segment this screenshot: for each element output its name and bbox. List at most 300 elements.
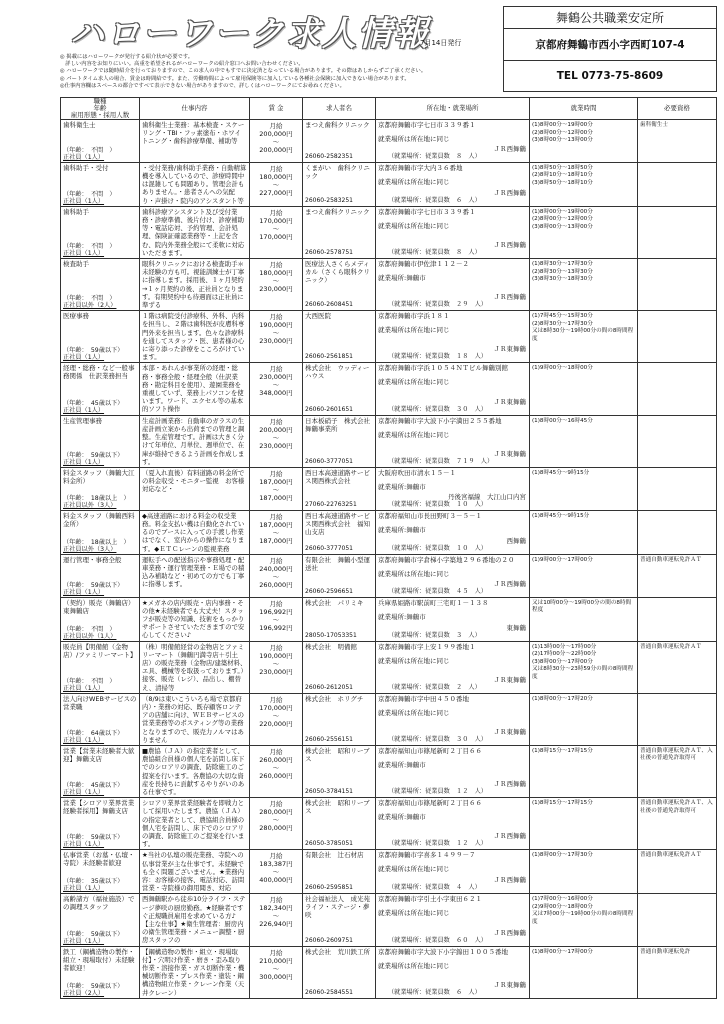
wage-cell [250, 693, 303, 745]
hours-cell [530, 798, 638, 850]
header-hours: 就業時間 [530, 98, 638, 120]
nearest-station: ＪＲ西舞鶴 [493, 928, 526, 937]
job-description: １階は病院受付診療科、外科、内科を担当し、２階は歯科医が皮膚科専門外来を担当します。色々な診療科を通してスタッフ・医、患者様の心に寄り添った診療をこころがけています。 [142, 312, 245, 362]
page-title: ハローワーク求人情報 [70, 14, 430, 54]
occupation-name: 営業【営業未経験者大歓迎】舞鶴支店 [63, 746, 135, 763]
employment-type: 正社員（1人） [63, 354, 105, 362]
employer-name: 西日本高速道路サービス関西株式会社 福知山支店 [305, 511, 370, 536]
table-row [61, 745, 717, 797]
qualification-cell [638, 120, 717, 163]
workplace: 就業場所:舞鶴市 [378, 482, 426, 491]
description-cell [140, 259, 250, 311]
description-cell [140, 641, 250, 693]
employer-cell [303, 467, 376, 510]
header-description: 仕事内容 [140, 98, 250, 120]
employer-name: 大西医院 [305, 312, 331, 321]
wage-cell [250, 641, 303, 693]
location-cell [376, 363, 530, 415]
wage-type: 月給 [269, 747, 283, 756]
employer-cell [303, 597, 376, 641]
hours-cell [530, 120, 638, 163]
required-qualification: 普通自動車運転免許 [640, 948, 691, 955]
employer-number: 26060-2601651 [305, 405, 353, 413]
working-hours: (1)7時00分～16時00分 (2)9時00分～18時00分 又は7時00分～19時00分の間の8時間程度 [532, 896, 634, 925]
wage-type: 月給 [269, 417, 283, 426]
wage-cell [250, 311, 303, 363]
qualification-cell [638, 259, 717, 311]
job-description: 歯科衛生士業務：基本検査・スケーリング・TBI・フッ素塗布・ホワイトニング・歯科診療準備、補助等 [142, 121, 245, 146]
workplace: 就業場所:舞鶴市 [378, 813, 426, 822]
occupation-name: 検査助手 [63, 260, 89, 269]
description-cell [140, 894, 250, 946]
hours-cell [530, 415, 638, 467]
occupation-cell [61, 259, 140, 311]
workplace: 就業場所は所在地に同じ [378, 177, 450, 186]
nearest-station: 東舞鶴 [506, 623, 526, 632]
age-requirement: （年齢： 18歳以上 ） [63, 538, 130, 546]
occupation-name: 医療事務 [63, 312, 89, 321]
wage-type: 月給 [269, 261, 283, 270]
required-qualification [638, 259, 716, 261]
table-row [61, 946, 717, 998]
occupation-cell [61, 597, 140, 641]
nearest-station: ＪＲ西舞鶴 [493, 188, 526, 197]
wage-separator: 〜 [272, 615, 280, 624]
employee-count: （就業場所：従業員数 ７１９ 人） [388, 457, 494, 465]
employer-cell [303, 641, 376, 693]
notice-line: ◎ パートタイム求人の場合、賃金は時間給です。また、労働時間によって雇用保険等に加入している各種社会保険に加入できない場合があります。 [60, 75, 410, 82]
wage-type: 月給 [269, 556, 283, 565]
wage-min: 180,000円 [259, 269, 293, 278]
employee-count: （就業場所：従業員数 １０ 人） [388, 500, 487, 508]
wage-min: 200,000円 [259, 425, 293, 434]
employer-name: 西日本高速道路サービス関西株式会社 [305, 468, 370, 485]
employment-type: 正社員以外（1人） [63, 632, 117, 640]
employer-number: 26060-2612051 [305, 683, 353, 691]
nearest-station: 西舞鶴 [506, 536, 526, 545]
occupation-name: 仏事営業（お墓・仏壇・寺院）未経験者歓迎 [63, 851, 135, 868]
employment-type: 正社員（1人） [63, 458, 105, 466]
working-hours: (1)8時00分～17時30分 [532, 852, 593, 859]
job-description: （夏入れ直後）有料道路の料金所での料金収受・モニター監視 お客様対応など・ [142, 468, 245, 494]
employment-type: 正社員（2人） [63, 989, 105, 997]
wage-min: 260,000円 [259, 755, 293, 764]
wage-cell [250, 162, 303, 206]
job-description: 西舞鶴駅から徒歩10分ライフ・ステージ夢咲の厨房勤務。★経験者ですぐ正規職員雇用を求めている方♪【主な仕事】★衛生管理者：厨房内の衛生管理業務・メニュー調整・厨房スタッフの [142, 895, 246, 945]
wage-type: 月給 [269, 948, 283, 957]
employer-number: 26060-2561851 [305, 353, 353, 361]
working-hours: (1)8時30分～17時30分 (2)8時30分～13時30分 (3)8時30分～18時30分 [532, 261, 593, 283]
wage-min: 190,000円 [259, 651, 293, 660]
location-cell [376, 206, 530, 258]
working-hours: (1)8時45分～9時15分 [532, 512, 590, 519]
notice-line: ◎仕事内容欄はスペースの都合ですべて表示できない場合がありますので、詳しくはハローワークにてお尋ねください。 [60, 82, 345, 89]
employer-address: 京都府舞鶴市字七日市３３９番１ [378, 207, 476, 216]
wage-max: 348,000円 [259, 389, 293, 398]
wage-max: 230,000円 [259, 667, 293, 676]
job-description: ・受付業務/歯科助手業務・自動精算機を導入しているので、診療時間中は混雑しても問題あり。管理会計もありません。・患者さんへの気配り・声掛け・院内のアシスタント等 [142, 163, 247, 205]
employer-number: 26060-2578751 [305, 249, 353, 257]
wage-cell [250, 597, 303, 641]
hours-cell [530, 467, 638, 510]
age-requirement: （年齢： 不問 ） [63, 295, 116, 303]
header-employer: 求人者名 [303, 98, 376, 120]
table-row [61, 415, 717, 467]
age-requirement: （年齢： 不問 ） [63, 677, 116, 685]
workplace: 就業場所は所在地に同じ [378, 326, 450, 335]
office-info-box [503, 6, 717, 92]
nearest-station: 丹後宮福線 大江山口内宮 [448, 492, 526, 501]
employment-type: 正社員（1人） [63, 789, 105, 797]
employer-number: 26060-3777051 [305, 457, 353, 465]
employment-type: 正社員（1人） [63, 153, 105, 161]
employee-count: （就業場所：従業員数 ２９ 人） [388, 301, 487, 309]
wage-max: 170,000円 [259, 232, 293, 241]
occupation-cell [61, 467, 140, 510]
employer-address: 京都府舞鶴市字浜１８１ [378, 312, 450, 321]
table-row [61, 798, 717, 850]
employer-cell [303, 798, 376, 850]
employee-count: （就業場所：従業員数 ６ 人） [388, 988, 481, 996]
wage-cell [250, 798, 303, 850]
workplace: 就業場所:舞鶴市 [378, 274, 426, 283]
office-address: 京都府舞鶴市西小字西町107-4 [504, 29, 716, 61]
hours-cell [530, 510, 638, 554]
hours-cell [530, 894, 638, 946]
required-qualification: 普通自動車運転免許ＡＴ [640, 852, 702, 859]
header-wage: 賃 金 [250, 98, 303, 120]
wage-type: 月給 [269, 469, 283, 478]
notice-list [60, 54, 500, 90]
workplace: 就業場所は所在地に同じ [378, 708, 450, 717]
nearest-station: ＪＲ西舞鶴 [493, 241, 526, 250]
employer-address: 京都府舞鶴市伊佐津１１２－２ [378, 260, 469, 269]
hours-cell [530, 745, 638, 797]
employee-count: （就業場所：従業員数 １８ 人） [388, 353, 487, 361]
description-cell [140, 597, 250, 641]
hours-cell [530, 850, 638, 894]
working-hours: (1)9時00分～17時00分 [532, 556, 593, 563]
employer-name: 株式会社 荒川鉄工所 [305, 947, 370, 956]
table-row [61, 894, 717, 946]
wage-max: 260,000円 [259, 771, 293, 780]
nearest-station: ＪＲ西舞鶴 [493, 144, 526, 153]
wage-type: 月給 [269, 122, 283, 130]
working-hours: (1)8時45分～9時15分 [532, 469, 590, 476]
occupation-name: 営業【シロアリ業界営業経験者採用】舞鶴支店 [63, 799, 135, 816]
employer-cell [303, 693, 376, 745]
employee-count: （就業場所：従業員数 １０ 人） [388, 544, 487, 552]
working-hours: (1)8時00分～16時45分 [532, 417, 593, 424]
age-requirement: （年齢： 59歳以下） [63, 581, 124, 589]
wage-separator: 〜 [272, 964, 280, 973]
age-requirement: （年齢： 59歳以下） [63, 982, 124, 990]
job-description: 生産計画業務：自動車のガラスの生産計画立案から出荷までの管理と調整。生産管理です。計画は大きく分けて年単位、月単位、週単位で、在庫が維持できるよう計画を作成します。 [142, 416, 245, 466]
occupation-name: 料金スタッフ（舞鶴大江料金所） [63, 468, 135, 485]
employer-name: 株式会社 ウッディーハウス [305, 364, 370, 381]
employee-count: （就業場所：従業員数 ４ 人） [388, 884, 481, 892]
required-qualification [638, 894, 716, 896]
age-requirement: （年齢： 59歳以下） [63, 930, 124, 938]
nearest-station: ＪＲ西舞鶴 [493, 293, 526, 302]
qualification-cell [638, 641, 717, 693]
employer-cell [303, 554, 376, 597]
table-row [61, 510, 717, 554]
table-header-row [61, 98, 717, 120]
wage-cell [250, 510, 303, 554]
employer-name: 医療法人さくらメディカル（さくら眼科クリニック） [305, 260, 370, 285]
location-cell [376, 120, 530, 163]
wage-cell [250, 554, 303, 597]
location-cell [376, 510, 530, 554]
job-description: 【鋼構造物の製作・組立・現場取付】・穴明け作業・磨き・歪み取り作業・溶接作業・ガス切断作業・機械切断作業・プレス作業・塗装・鋼構造物組立作業・クレーン作業（天井クレーン） [142, 947, 245, 997]
qualification-cell [638, 894, 717, 946]
required-qualification: 歯科衛生士 [640, 122, 668, 128]
required-qualification [638, 598, 716, 600]
employer-address: 京都府舞鶴市字引土小字東田６２１ [378, 895, 482, 904]
employee-count: （就業場所：従業員数 ２ 人） [388, 683, 481, 691]
office-name: 舞鶴公共職業安定所 [504, 7, 716, 29]
employer-address: 京都府舞鶴市字大波下小字満田２５５番地 [378, 416, 502, 425]
job-description: 眼科クリニックにおける検査助手＊未経験の方も可。視能訓練士が丁寧に指導します。採用後、１ヶ月契約→１ヶ月契約の後、正社員となります。有期契約中も待遇面は正社員に準ずる [142, 260, 245, 310]
wage-max: 226,940円 [259, 920, 293, 929]
employee-count: （就業場所：従業員数 ６０ 人） [388, 936, 487, 944]
employer-number: 26060-2595851 [305, 884, 353, 892]
employer-address: 京都府舞鶴市字大内３６番地 [378, 163, 463, 172]
employer-number: 28050-17053351 [305, 631, 357, 639]
issue-date: 7月14日発行 [420, 39, 462, 47]
wage-type: 月給 [269, 512, 283, 521]
job-description: （株）明備館経営の金物店とファミリーマート（舞鶴円満寺店＋引土店）の販売業務（金物店/建築材料、エ具、機械等を取扱っております。）接客、販売（レジ）、品出し、棚替え、清掃等 [142, 642, 247, 692]
workplace: 就業場所は所在地に同じ [378, 221, 450, 230]
table-row [61, 554, 717, 597]
wage-type: 月給 [269, 695, 283, 704]
wage-separator: 〜 [272, 816, 280, 825]
description-cell [140, 850, 250, 894]
job-description: 運転手への配送指示や事務処理・配車業務・運行管理業務・Ｅ場での積込み補助など・初めての方でも丁寧に指導します。 [142, 555, 245, 589]
wage-separator: 〜 [272, 485, 280, 494]
employment-type: 正社員以外（3人） [63, 501, 117, 509]
employee-count: （就業場所：従業員数 １２ 人） [388, 840, 487, 848]
required-qualification: 普通自動車運転免許ＡＴ [640, 556, 702, 563]
office-tel: TEL 0773-75-8609 [556, 70, 664, 82]
employer-cell [303, 206, 376, 258]
required-qualification [638, 416, 716, 418]
age-requirement: （年齢： 不問 ） [63, 625, 116, 633]
occupation-name: 運行管理・事務全般 [63, 555, 122, 564]
wage-cell [250, 946, 303, 998]
table-row [61, 467, 717, 510]
wage-separator: 〜 [272, 381, 280, 390]
wage-min: 187,000円 [259, 520, 293, 529]
wage-separator: 〜 [272, 659, 280, 668]
occupation-cell [61, 311, 140, 363]
employment-type: 正社員（1人） [63, 588, 105, 596]
employer-name: 有限会社 辻石材店 [305, 851, 364, 860]
occupation-name: 歯科助手 [63, 207, 89, 216]
employer-cell [303, 894, 376, 946]
working-hours: (1)8時00分～17時20分 [532, 695, 593, 702]
required-qualification [638, 511, 716, 513]
qualification-cell [638, 850, 717, 894]
notice-line: 詳しい内容をお知りにいい。高重を希望されるがハローワークの紹介窓口へお問い合わせください。 [60, 61, 304, 68]
employment-type: 正社員（1人） [63, 684, 105, 692]
workplace: 就業場所:舞鶴市 [378, 525, 426, 534]
employment-type: 正社員（1人） [63, 841, 105, 849]
job-description: 本部・あれんが事業所の経理・総務・事務全般・経理全般（仕訳業務・勘定科目を使用）、遊園業務を重視していず、業務上パソコンを使います。ワード、エクセル等の基本的ソフト操作 [142, 364, 244, 414]
description-cell [140, 693, 250, 745]
wage-min: 200,000円 [259, 130, 293, 138]
job-description: シロアリ業界営業経験者を即戦力として採用いたします。農協（ＪＡ）の指定業者として、農協組合員様の個人宅を訪問し、床下でのシロアリの調査、防除施工のご提案を行います。 [142, 799, 245, 849]
wage-max: 260,000円 [259, 580, 293, 589]
employer-cell [303, 510, 376, 554]
description-cell [140, 162, 250, 206]
qualification-cell [638, 206, 717, 258]
employer-address: 京都府舞鶴市字喜多１４９９－７ [378, 851, 476, 860]
nearest-station: ＪＲ東舞鶴 [493, 397, 526, 406]
wage-min: 182,340円 [259, 904, 293, 913]
occupation-cell [61, 693, 140, 745]
employer-cell [303, 415, 376, 467]
employer-number: 26060-2583251 [305, 196, 353, 204]
table-row [61, 206, 717, 258]
occupation-name: 販売員【明備館（金物店）/ファミリーマート】 [63, 642, 137, 659]
wage-separator: 〜 [272, 433, 280, 442]
hours-cell [530, 162, 638, 206]
table-row [61, 120, 717, 163]
occupation-name: 経理・総務・など一般事務関係 仕訳業務担当 [63, 364, 135, 381]
employee-count: （就業場所：従業員数 １２ 人） [388, 788, 487, 796]
employee-count: （就業場所：従業員数 ４５ 人） [388, 587, 487, 595]
job-description: （8/9は東いこういろも場で京都府内）・業務の対応、既存顧客ロンテアの店舗に向け、ＷＥＢサービスの営業業務等のポスティング等の業務となりますので、販売力ノルマはありません [142, 694, 244, 744]
employee-count: （就業場所：従業員数 ３ 人） [388, 631, 481, 639]
age-requirement: （年齢： 59歳以下） [63, 451, 124, 459]
nearest-station: ＪＲ西舞鶴 [493, 579, 526, 588]
wage-max: 220,000円 [259, 719, 293, 728]
hours-cell [530, 206, 638, 258]
employer-address: 大阪府吹田市清水１５－１ [378, 468, 456, 477]
wage-cell [250, 894, 303, 946]
occupation-cell [61, 894, 140, 946]
employer-name: 有限会社 舞鶴小型運送社 [305, 555, 370, 572]
table-row [61, 850, 717, 894]
employer-name: くまがい 歯科クリニック [305, 163, 370, 180]
employee-count: （就業場所：従業員数 ３０ 人） [388, 735, 487, 743]
location-cell [376, 162, 530, 206]
occupation-name: 鉄工（鋼構造物の製作・組立・現場取付）未経験者歓迎！ [63, 947, 135, 972]
location-cell [376, 850, 530, 894]
required-qualification [638, 363, 716, 365]
location-cell [376, 641, 530, 693]
employment-type: 正社員以外（2人） [63, 302, 117, 310]
wage-min: 187,000円 [259, 477, 293, 486]
occupation-name: 歯科衛生士 [63, 121, 96, 129]
description-cell [140, 745, 250, 797]
qualification-cell [638, 415, 717, 467]
employer-name: 株式会社 ホリグチ [305, 694, 364, 703]
wage-cell [250, 415, 303, 467]
description-cell [140, 946, 250, 998]
occupation-cell [61, 510, 140, 554]
employment-type: 正社員（1人） [63, 937, 105, 945]
wage-min: 280,000円 [259, 808, 293, 817]
employer-name: 株式会社 昭和リーブス [305, 799, 370, 816]
wage-type: 月給 [269, 313, 283, 322]
employer-cell [303, 363, 376, 415]
employer-cell [303, 850, 376, 894]
employment-type: 正社員（1人） [63, 197, 105, 205]
employee-count: （就業場所：従業員数 ８ 人） [388, 249, 481, 257]
wage-type: 月給 [269, 365, 283, 374]
wage-max: 230,000円 [259, 337, 293, 346]
workplace: 就業場所は所在地に同じ [378, 656, 450, 665]
age-requirement: （年齢： 35歳以下） [63, 878, 124, 886]
wage-cell [250, 467, 303, 510]
wage-type: 月給 [269, 599, 283, 608]
employment-type: 正社員（1人） [63, 736, 105, 744]
wage-cell [250, 745, 303, 797]
wage-separator: 〜 [272, 329, 280, 338]
workplace: 就業場所は所在地に同じ [378, 865, 450, 874]
location-cell [376, 259, 530, 311]
location-cell [376, 415, 530, 467]
occupation-cell [61, 850, 140, 894]
description-cell [140, 311, 250, 363]
hours-cell [530, 641, 638, 693]
working-hours: (1)9時00分～18時00分 [532, 365, 593, 372]
location-cell [376, 693, 530, 745]
wage-separator: 〜 [272, 277, 280, 286]
occupation-cell [61, 798, 140, 850]
location-cell [376, 798, 530, 850]
notice-line: ◎ ハローワークでは随時紹介を行っておりますので、この求人の中でもすでに決定済となっている場合があります。その際はあしからずご了承ください。 [60, 68, 427, 75]
required-qualification: 普通自動車運転免許ＡＴ、入社後の普通免許取得可 [640, 800, 713, 814]
wage-separator: 〜 [272, 912, 280, 921]
wage-cell [250, 259, 303, 311]
description-cell [140, 554, 250, 597]
job-listings-table [60, 97, 717, 999]
age-requirement: （年齢： 不問 ） [63, 243, 116, 251]
age-requirement: （年齢： 59歳以下） [63, 834, 124, 842]
header-qualification: 必要資格 [638, 98, 717, 120]
job-description: ★当社の仏壇の販売業務、寺院への仏事営業が主な仕事です。未経験でも全く問題ございません。★業務内容：お客様の接客、電話対応、訪問営業・寺院様の御用聞き、対応 [142, 851, 245, 893]
notice-line: ◎ 掲載にはハローワークが発行する紹介状が必要です。 [60, 54, 194, 60]
wage-type: 月給 [269, 208, 283, 217]
description-cell [140, 467, 250, 510]
table-row [61, 162, 717, 206]
workplace: 就業場所は所在地に同じ [378, 430, 450, 439]
employer-number: 27060-22763251 [305, 500, 357, 508]
employer-number: 26050-3784151 [305, 788, 353, 796]
wage-separator: 〜 [272, 528, 280, 537]
header-occupation: 職種 年齢 雇用形態・採用人数 [61, 98, 140, 120]
job-table-body [61, 120, 717, 999]
age-requirement: （年齢： 18歳以上 ） [63, 494, 130, 502]
hours-cell [530, 693, 638, 745]
employer-number: 26060-2596651 [305, 587, 353, 595]
wage-separator: 〜 [272, 763, 280, 772]
description-cell [140, 798, 250, 850]
employer-cell [303, 311, 376, 363]
working-hours: (1)8時00分～17時00分 [532, 948, 593, 955]
employer-name: 社会福祉法人 成光苑 ライフ・ステージ・夢咲 [305, 895, 377, 920]
wage-type: 月給 [269, 896, 283, 905]
employer-number: 26060-2582351 [305, 152, 353, 160]
required-qualification: 普通自動車運転免許ＡＴ、入社後の普通免許取得可 [640, 747, 713, 762]
table-row [61, 363, 717, 415]
nearest-station: ＪＲ西舞鶴 [493, 832, 526, 841]
wage-separator: 〜 [272, 711, 280, 720]
